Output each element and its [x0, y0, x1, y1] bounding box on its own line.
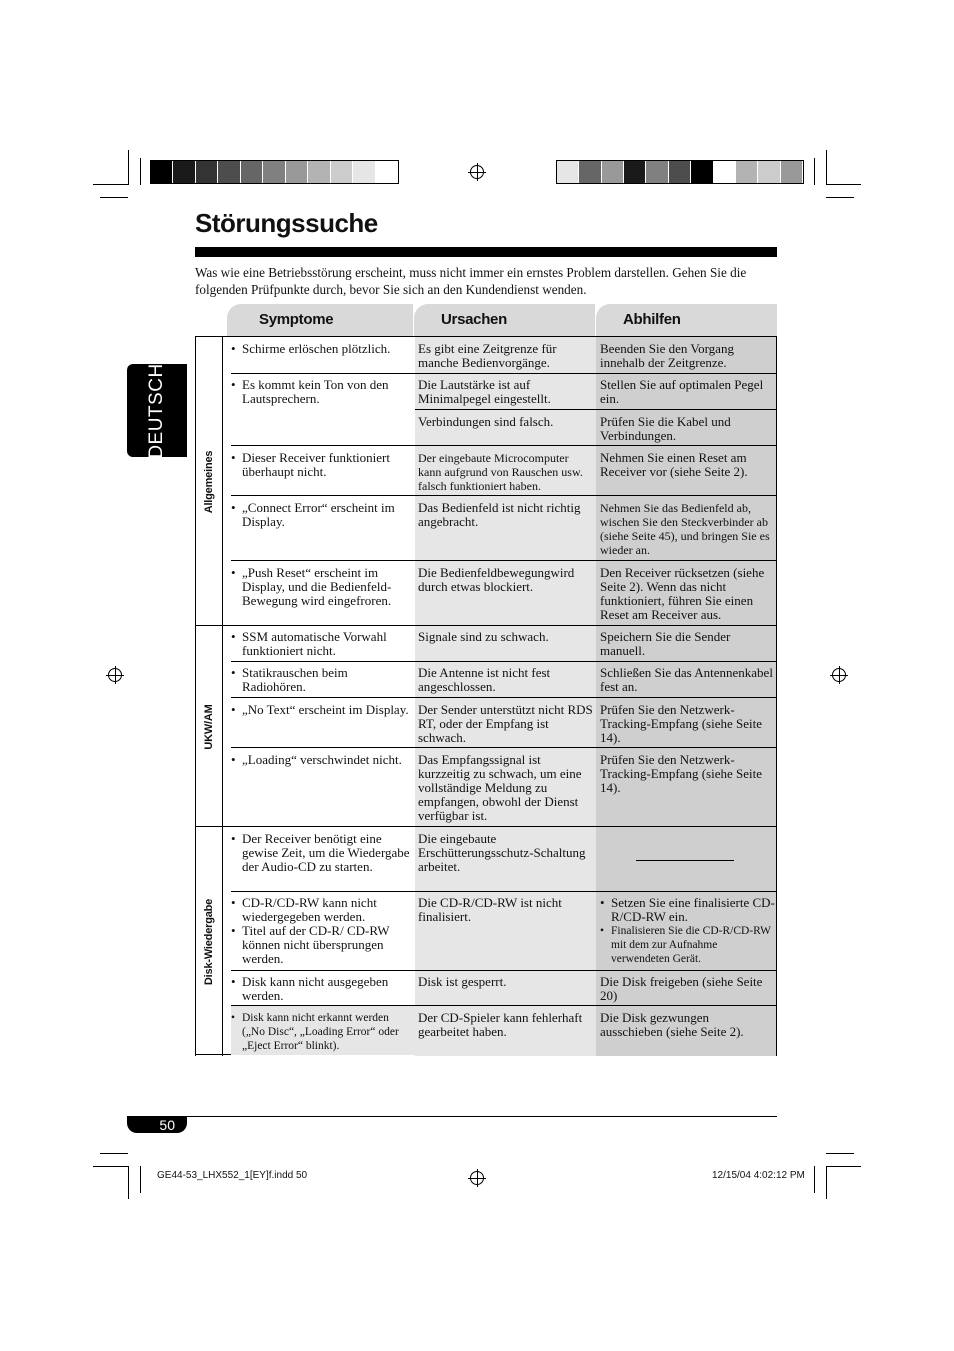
row2-cause-a: Die Lautstärke ist auf Minimalpegel eingestellt. — [418, 377, 551, 406]
row7-cause: Die Antenne ist nicht fest angeschlossen. — [418, 665, 551, 694]
row2-symptom: • Es kommt kein Ton von den Lautsprechern. — [231, 378, 411, 406]
row6-remedy: Speichern Sie die Sender manuell. — [600, 629, 731, 658]
print-slug-file: GE44-53_LHX552_1[EY]f.indd 50 — [157, 1170, 308, 1181]
row8-cause: Der Sender unterstützt nicht RDS RT, oder der Empfang ist schwach. — [418, 702, 593, 745]
row1-remedy: Beenden Sie den Vorgang innehalb der Zeitgrenze. — [600, 341, 734, 370]
header-remedy: Abhilfen — [596, 304, 777, 336]
row7-remedy: Schließen Sie das Antennenkabel fest an. — [600, 665, 773, 694]
color-bar-right — [556, 160, 804, 184]
row1-symptom: • Schirme erlöschen plötzlich. — [231, 342, 411, 356]
color-bar-left — [150, 160, 399, 184]
row2-remedy-a: Stellen Sie auf optimalen Pegel ein. — [600, 377, 764, 406]
print-slug-date: 12/15/04 4:02:12 PM — [712, 1170, 805, 1181]
row11-remedy-a: • Setzen Sie eine finalisierte CD-R/CD-RW ein. — [600, 896, 775, 924]
row11-remedy-b: • Finalisieren Sie die CD-R/CD-RW mit dem zur Aufnahme verwendeten Gerät. — [600, 924, 775, 966]
row13-cause: Der CD-Spieler kann fehlerhaft gearbeitet haben. — [418, 1010, 583, 1039]
row3-symptom: • Dieser Receiver funktioniert überhaupt nicht. — [231, 451, 411, 479]
row13-symptom: • Disk kann nicht erkannt werden („No Disc“, „Loading Error“ oder „Eject Error“ blinkt). — [231, 1011, 411, 1053]
language-tab — [127, 364, 187, 457]
row6-symptom: • SSM automatische Vorwahl funktioniert nicht. — [231, 630, 411, 658]
row11-remedies — [600, 896, 775, 966]
row11-symptom-a: • CD-R/CD-RW kann nicht wiedergegeben werden. — [231, 896, 411, 924]
section-ukw-am: UKW/AM — [195, 626, 223, 827]
page-title: Störungssuche — [195, 208, 378, 238]
row10-symptom: • Der Receiver benötigt eine gewise Zeit, um die Wiedergabe der Audio-CD zu starten. — [231, 832, 411, 874]
row9-remedy: Prüfen Sie den Netzwerk-Tracking-Empfang (siehe Seite 14). — [600, 752, 762, 795]
row12-cause: Disk ist gesperrt. — [418, 974, 507, 989]
row11-symptom-b: • Titel auf der CD-R/ CD-RW können nicht übersprungen werden. — [231, 924, 411, 966]
row13-remedy: Die Disk gezwungen ausschieben (siehe Seite 2). — [600, 1010, 744, 1039]
row5-cause: Die Bedienfeldbewegungwird durch etwas blockiert. — [418, 565, 575, 594]
row8-remedy: Prüfen Sie den Netzwerk-Tracking-Empfang (siehe Seite 14). — [600, 702, 762, 745]
row12-remedy: Die Disk freigeben (siehe Seite 20) — [600, 974, 763, 1003]
row11-symptoms — [231, 896, 411, 966]
row7-symptom: • Statikrauschen beim Radiohören. — [231, 666, 411, 694]
row3-cause: Der eingebaute Microcomputer kann aufgrund von Rauschen usw. falsch funktioniert haben. — [418, 451, 583, 493]
header-cause: Ursachen — [414, 304, 595, 336]
registration-mark-bottom — [470, 1171, 484, 1185]
row4-remedy: Nehmen Sie das Bedienfeld ab, wischen Sie den Steckverbinder ab (siehe Seite 45), und bringen Sie es wieder an. — [600, 501, 770, 557]
registration-mark-left — [108, 668, 122, 682]
registration-mark-top — [470, 165, 484, 179]
row8-symptom: • „No Text“ erscheint im Display. — [231, 703, 411, 717]
row10-remedy-dash — [636, 860, 734, 861]
row2-cause-b: Verbindungen sind falsch. — [418, 414, 554, 429]
header-symptom: Symptome — [227, 304, 413, 336]
row10-cause: Die eingebaute Erschütterungsschutz-Schaltung arbeitet. — [418, 831, 586, 874]
row4-cause: Das Bedienfeld ist nicht richtig angebracht. — [418, 500, 581, 529]
section-allgemeines: Allgemeines — [195, 337, 223, 626]
troubleshooting-table — [195, 336, 777, 1055]
intro-paragraph: Was wie eine Betriebsstörung erscheint, muss nicht immer ein ernstes Problem darstellen. Gehen Sie die folgenden Prüfpunkte durch, bevor Sie sich an den Kundendienst wenden. — [195, 265, 747, 297]
footer-rule — [127, 1116, 777, 1117]
row9-cause: Das Empfangssignal ist kurzzeitig zu schwach, um eine vollständige Meldung zu empfangen, obwohl der Dienst verfügbar ist. — [418, 752, 582, 823]
row1-cause: Es gibt eine Zeitgrenze für manche Bedienvorgänge. — [418, 341, 557, 370]
row12-symptom: • Disk kann nicht ausgegeben werden. — [231, 975, 411, 1003]
row11-cause: Die CD-R/CD-RW ist nicht finalisiert. — [418, 895, 562, 924]
registration-mark-right — [832, 668, 846, 682]
row6-cause: Signale sind zu schwach. — [418, 629, 549, 644]
section-disk-wiedergabe: Disk-Wiedergabe — [195, 827, 223, 1056]
row5-symptom: • „Push Reset“ erscheint im Display, und die Bedienfeld-Bewegung wird eingefroren. — [231, 566, 411, 608]
row3-remedy: Nehmen Sie einen Reset am Receiver vor (siehe Seite 2). — [600, 450, 748, 479]
row2-remedy-b: Prüfen Sie die Kabel und Verbindungen. — [600, 414, 731, 443]
page-number: 50 — [159, 1117, 175, 1133]
language-tab-label: DEUTSCH — [146, 362, 167, 459]
title-rule — [195, 247, 777, 257]
page-number-tab — [127, 1117, 187, 1133]
row9-symptom: • „Loading“ verschwindet nicht. — [231, 753, 411, 767]
row4-symptom: • „Connect Error“ erscheint im Display. — [231, 501, 411, 529]
row5-remedy: Den Receiver rücksetzen (siehe Seite 2). Wenn das nicht funktioniert, führen Sie einen Reset am Receiver aus. — [600, 565, 765, 622]
